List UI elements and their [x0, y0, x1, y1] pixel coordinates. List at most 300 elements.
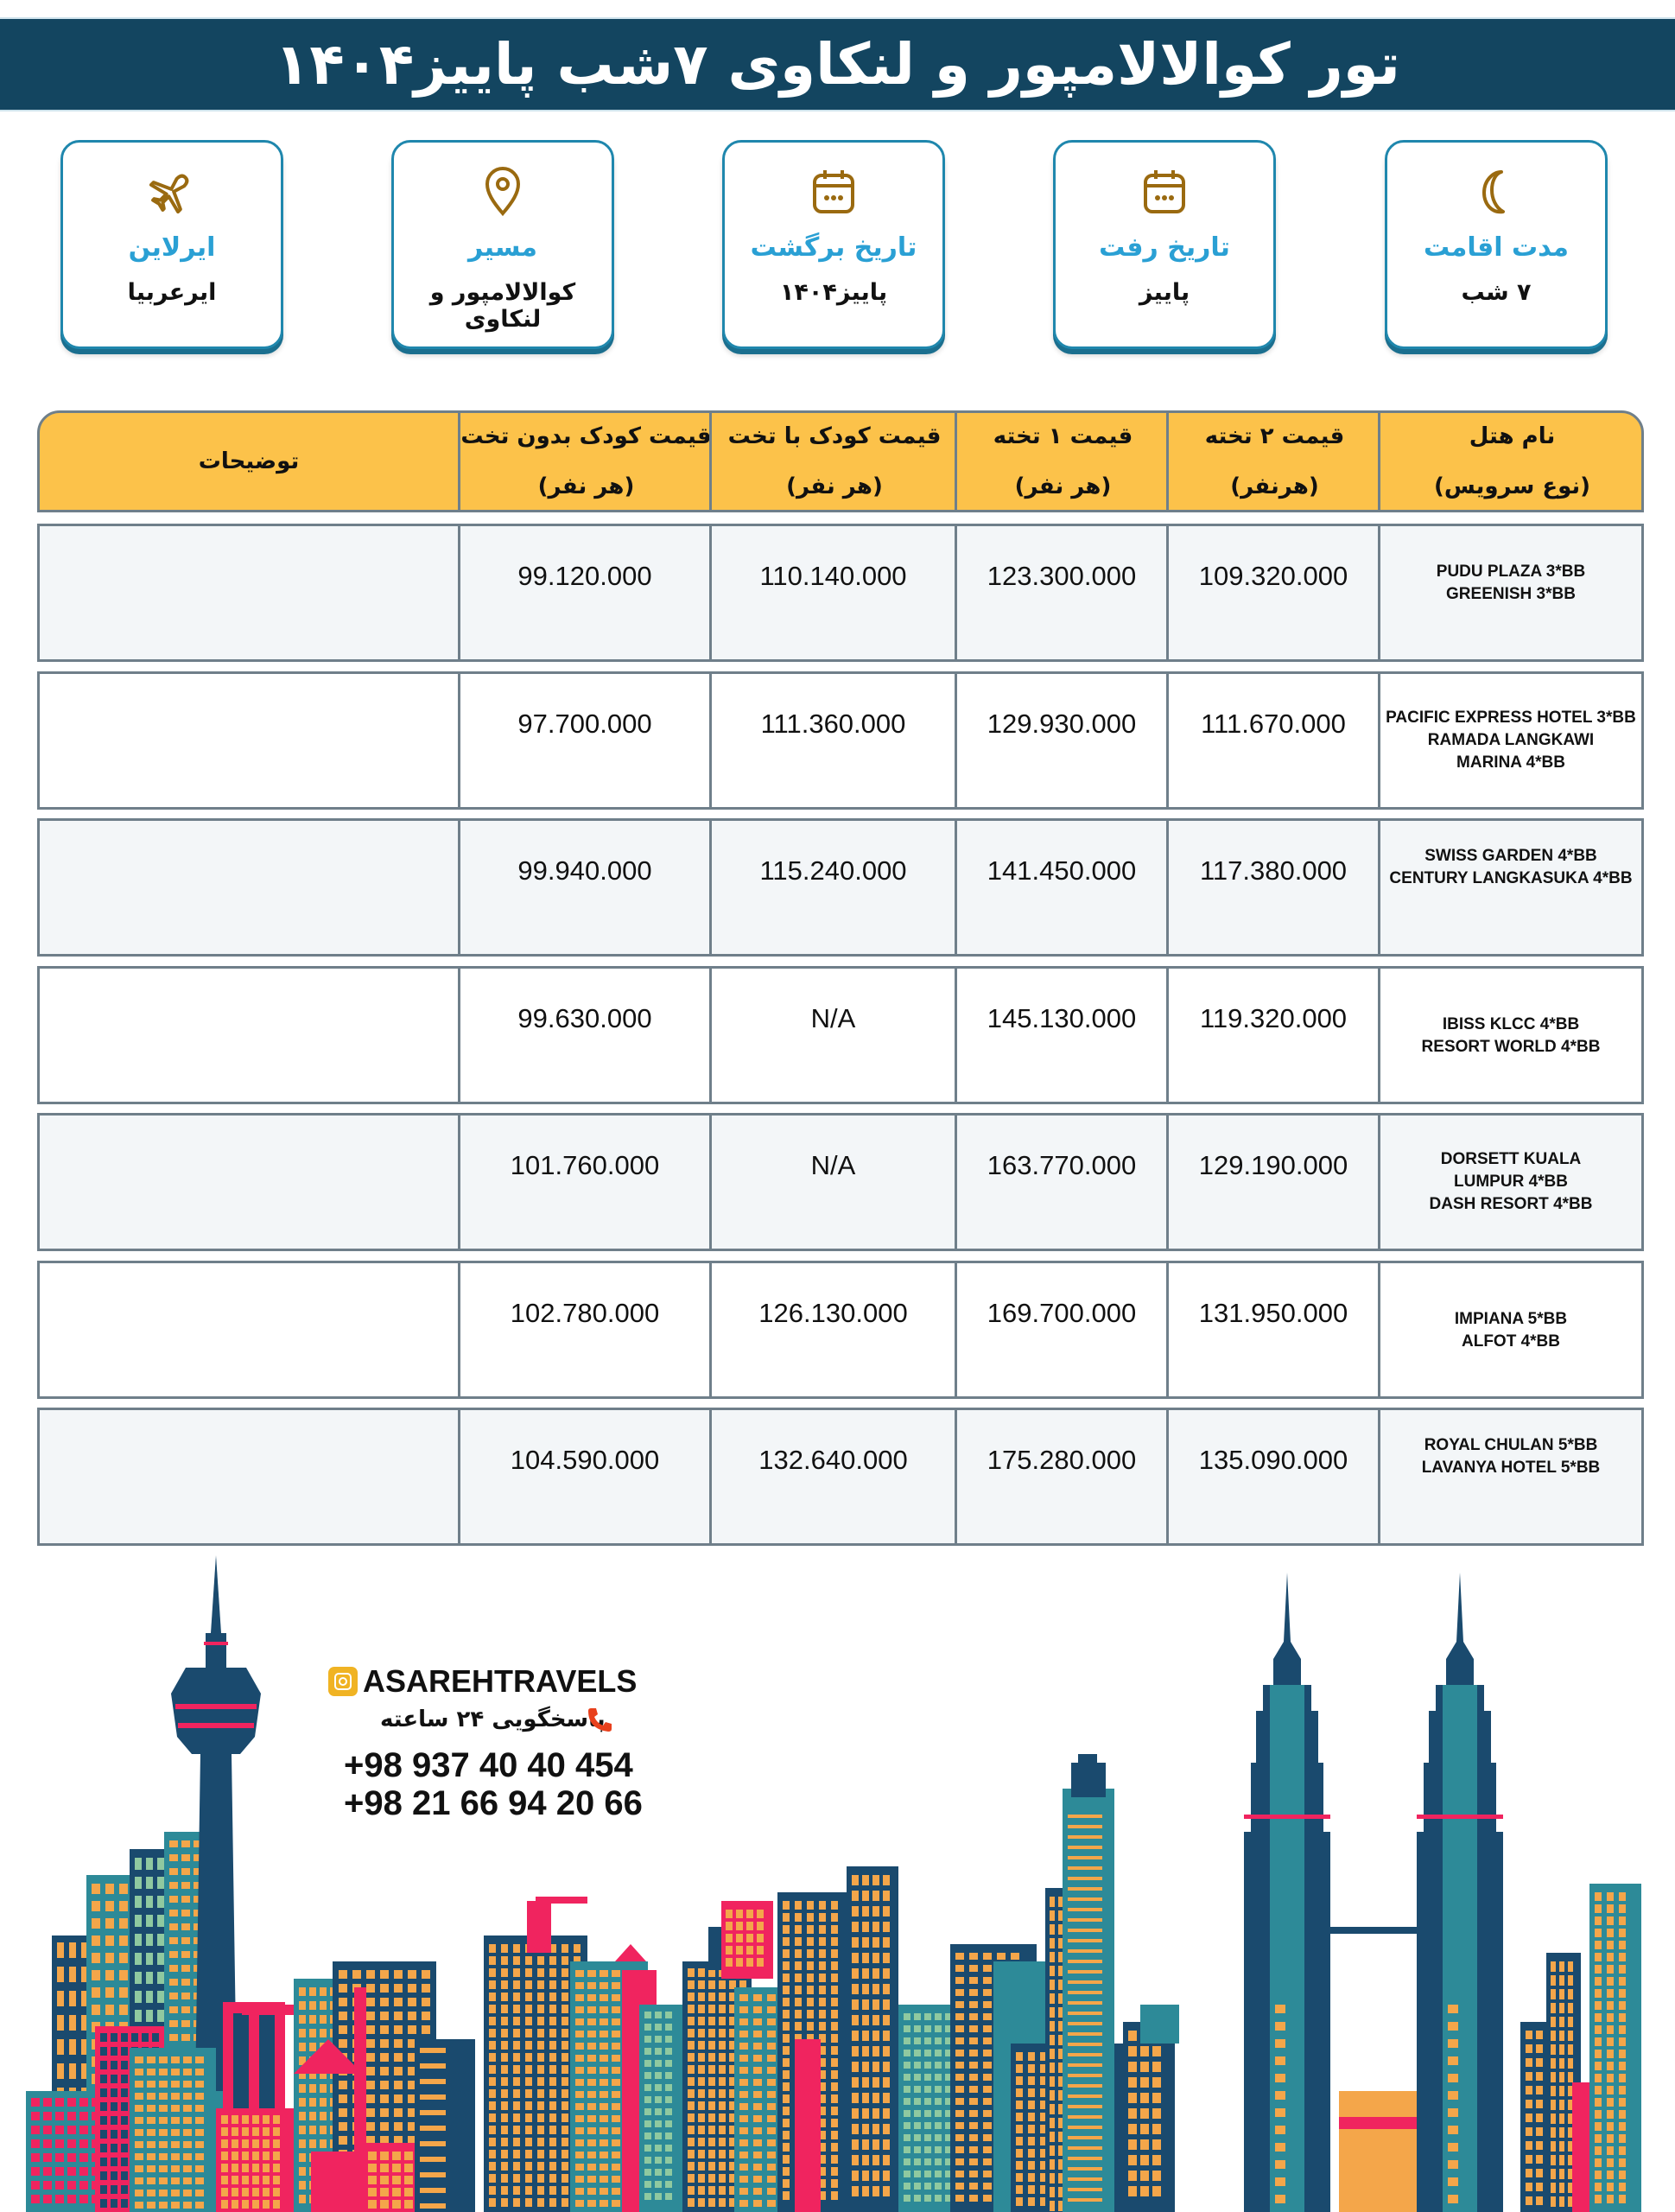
- window: [513, 2113, 520, 2122]
- window: [1016, 2052, 1023, 2061]
- window: [157, 1953, 164, 1965]
- window: [1448, 2091, 1458, 2100]
- info-card-route: [391, 140, 614, 349]
- window: [969, 1977, 978, 1984]
- window: [924, 2195, 931, 2202]
- window: [513, 2017, 520, 2025]
- window: [525, 2126, 532, 2134]
- window: [753, 2115, 762, 2122]
- window: [368, 2176, 377, 2184]
- window: [169, 1979, 178, 1986]
- window: [819, 2022, 826, 2031]
- window: [612, 2103, 620, 2110]
- window: [57, 2039, 64, 2055]
- cell-double: [1166, 1263, 1378, 1396]
- window: [1016, 2173, 1023, 2182]
- window: [1068, 1835, 1102, 1839]
- window: [171, 2153, 180, 2160]
- window: [422, 1998, 430, 2006]
- window: [1551, 2031, 1556, 2041]
- window: [392, 2176, 401, 2184]
- window: [1050, 2007, 1055, 2018]
- window: [420, 2048, 446, 2053]
- window: [665, 2024, 672, 2031]
- window: [420, 2094, 446, 2100]
- window: [1607, 2037, 1614, 2046]
- window: [404, 2152, 413, 2160]
- window: [1050, 2076, 1055, 2087]
- window: [1028, 2113, 1035, 2121]
- window: [739, 1994, 748, 2001]
- window: [983, 2074, 992, 2081]
- window: [537, 2089, 544, 2098]
- window: [157, 1991, 164, 2003]
- hotel-name-line: ROYAL CHULAN 5*BB: [1424, 1436, 1598, 1454]
- window: [69, 1942, 76, 1958]
- window: [955, 2195, 964, 2202]
- window: [111, 2075, 117, 2083]
- window: [924, 2062, 931, 2069]
- window: [562, 1944, 568, 1953]
- window: [119, 1987, 128, 1998]
- window: [904, 2183, 910, 2190]
- window: [299, 2043, 306, 2051]
- window: [1595, 1929, 1602, 1937]
- window: [171, 2117, 180, 2124]
- window: [31, 2181, 40, 2190]
- window: [644, 2072, 651, 2079]
- window: [1619, 1989, 1626, 1998]
- header-sublabel: (هر نفر): [786, 474, 883, 499]
- window: [872, 2171, 879, 2181]
- window: [1619, 2183, 1626, 2191]
- window: [688, 2162, 695, 2171]
- window: [183, 2177, 192, 2184]
- window: [1068, 1960, 1102, 1963]
- window: [1607, 2074, 1614, 2082]
- window: [299, 2181, 306, 2190]
- window: [1140, 2139, 1149, 2150]
- window: [420, 2188, 446, 2193]
- window: [753, 2164, 762, 2171]
- window: [665, 2181, 672, 2188]
- window: [121, 2116, 128, 2125]
- window: [1568, 2044, 1573, 2055]
- window: [501, 2005, 508, 2013]
- window: [807, 2022, 814, 2031]
- window: [883, 2062, 890, 2072]
- window: [969, 2098, 978, 2105]
- petronas-spire: [1446, 1573, 1474, 1685]
- window: [587, 2164, 596, 2171]
- window: [872, 1891, 879, 1901]
- window: [69, 2039, 76, 2055]
- window: [600, 2103, 608, 2110]
- window: [299, 1987, 306, 1996]
- window: [147, 2117, 155, 2124]
- window: [983, 2001, 992, 2008]
- window: [883, 1937, 890, 1948]
- petronas-stripe: [1244, 1815, 1330, 1819]
- window: [1448, 2195, 1458, 2203]
- window: [339, 1998, 347, 2006]
- window: [831, 2143, 838, 2152]
- window: [537, 2077, 544, 2086]
- window: [380, 2081, 389, 2089]
- window: [1028, 2137, 1035, 2145]
- card-value: ۷ شب: [1461, 279, 1532, 306]
- window: [935, 2013, 942, 2020]
- window: [501, 2029, 508, 2037]
- window: [380, 2122, 389, 2131]
- window: [513, 2005, 520, 2013]
- window: [1068, 2177, 1102, 2181]
- window: [1619, 1916, 1626, 1925]
- card-label: تاریخ برگشت: [750, 232, 917, 263]
- window: [159, 2117, 168, 2124]
- window: [924, 2146, 931, 2153]
- window: [525, 2089, 532, 2098]
- window: [69, 2063, 76, 2079]
- window: [852, 1968, 859, 1979]
- window: [181, 1965, 190, 1972]
- window: [422, 2025, 430, 2034]
- window: [380, 1984, 389, 1993]
- window: [983, 2171, 992, 2177]
- window: [719, 2174, 726, 2183]
- window: [1595, 2025, 1602, 2034]
- cell-notes: [40, 674, 458, 807]
- window: [195, 2129, 204, 2136]
- window: [562, 2065, 568, 2074]
- window: [169, 1854, 178, 1861]
- window: [753, 2176, 762, 2183]
- window: [273, 2152, 280, 2160]
- window: [955, 2001, 964, 2008]
- window: [135, 1858, 142, 1870]
- window: [688, 1968, 695, 1977]
- window: [525, 2198, 532, 2207]
- cell-double: [1166, 526, 1378, 659]
- window: [955, 1965, 964, 1972]
- window: [69, 2015, 76, 2031]
- window: [1595, 2086, 1602, 2094]
- phone-number-mobile[interactable]: +98 937 40 40 454: [344, 1746, 633, 1784]
- window: [767, 2018, 776, 2025]
- window: [736, 1910, 743, 1918]
- window: [1619, 2195, 1626, 2203]
- window: [1619, 1892, 1626, 1901]
- window: [183, 2093, 192, 2100]
- window: [575, 2127, 584, 2134]
- window: [655, 2084, 662, 2091]
- window: [79, 2098, 88, 2107]
- window: [1152, 2171, 1161, 2181]
- window: [169, 1965, 178, 1972]
- window: [549, 2029, 556, 2037]
- cell-hotel: [1378, 674, 1641, 807]
- window: [195, 2202, 204, 2209]
- phone-number-landline[interactable]: +98 21 66 94 20 66: [344, 1784, 643, 1822]
- window: [655, 2145, 662, 2152]
- window: [1140, 2155, 1149, 2165]
- window: [1559, 2058, 1564, 2069]
- window: [1559, 2003, 1564, 2013]
- window: [969, 1989, 978, 1996]
- window: [1068, 2001, 1102, 2005]
- window: [726, 1946, 733, 1955]
- header-child-no-bed: [458, 413, 712, 510]
- cell-single: [955, 821, 1166, 954]
- cell-child-no-bed: [458, 1410, 709, 1543]
- window: [135, 2177, 143, 2184]
- window: [1140, 2062, 1149, 2072]
- window: [394, 2053, 403, 2062]
- window: [612, 2018, 620, 2025]
- window: [1128, 2139, 1137, 2150]
- window: [1050, 1952, 1055, 1962]
- window: [146, 1877, 153, 1889]
- window: [1526, 2183, 1532, 2191]
- window: [644, 2036, 651, 2043]
- window: [1011, 1953, 1019, 1960]
- window: [31, 2139, 40, 2148]
- window: [489, 2053, 496, 2062]
- window: [171, 2141, 180, 2148]
- window: [688, 2174, 695, 2183]
- window: [739, 2200, 748, 2207]
- window: [159, 2202, 168, 2209]
- window: [309, 2084, 316, 2093]
- window: [862, 2015, 869, 2025]
- window: [171, 2056, 180, 2063]
- window: [111, 2171, 117, 2180]
- window: [1448, 2108, 1458, 2117]
- window: [969, 2171, 978, 2177]
- window: [719, 2077, 726, 2086]
- window: [368, 2188, 377, 2196]
- window: [1016, 2113, 1023, 2121]
- header-label: قیمت ۲ تخته: [1204, 423, 1345, 449]
- window: [404, 2164, 413, 2172]
- window: [1050, 2201, 1055, 2211]
- window: [757, 1910, 764, 1918]
- window: [501, 1993, 508, 2001]
- window: [1595, 1916, 1602, 1925]
- window: [320, 2112, 327, 2120]
- window: [736, 1922, 743, 1930]
- window: [366, 2053, 375, 2062]
- window: [171, 2081, 180, 2088]
- window: [92, 1970, 100, 1980]
- window: [783, 2058, 790, 2067]
- window: [600, 2043, 608, 2050]
- window: [1152, 2108, 1161, 2119]
- window: [969, 2110, 978, 2117]
- window: [1619, 2037, 1626, 2046]
- window: [872, 2077, 879, 2088]
- window: [1595, 2134, 1602, 2143]
- window: [1068, 2053, 1102, 2056]
- window: [1068, 1918, 1102, 1922]
- window: [852, 2124, 859, 2134]
- window: [380, 2039, 389, 2048]
- window: [1595, 2050, 1602, 2058]
- window: [1016, 2088, 1023, 2097]
- window: [852, 1922, 859, 1932]
- window: [969, 2146, 978, 2153]
- window: [612, 2139, 620, 2146]
- window: [380, 2176, 389, 2184]
- window: [339, 2012, 347, 2020]
- window: [171, 2177, 180, 2184]
- window: [1068, 1887, 1102, 1891]
- window: [719, 2029, 726, 2037]
- window: [819, 1901, 826, 1910]
- window: [708, 1993, 715, 2001]
- window: [1607, 2183, 1614, 2191]
- window: [904, 2074, 910, 2081]
- window: [904, 2146, 910, 2153]
- window: [831, 2191, 838, 2200]
- window: [489, 2138, 496, 2146]
- window: [1595, 2122, 1602, 2131]
- price-value: 97.700.000: [517, 708, 652, 739]
- window: [57, 2015, 64, 2031]
- price-value: 119.320.000: [1199, 1002, 1348, 1033]
- window: [121, 2075, 128, 2083]
- window: [1275, 2091, 1285, 2100]
- window: [489, 1944, 496, 1953]
- window: [655, 2048, 662, 2055]
- window: [719, 2138, 726, 2146]
- window: [1607, 1904, 1614, 1913]
- window: [883, 2139, 890, 2150]
- window: [935, 2037, 942, 2044]
- window: [1016, 2149, 1023, 2158]
- window: [1559, 1975, 1564, 1986]
- window: [904, 2086, 910, 2093]
- window: [299, 2126, 306, 2134]
- window: [1595, 1977, 1602, 1986]
- window: [242, 2139, 249, 2148]
- window: [708, 2113, 715, 2122]
- window: [169, 1937, 178, 1944]
- window: [489, 1968, 496, 1977]
- window: [263, 2176, 270, 2184]
- window: [525, 1980, 532, 1989]
- window: [404, 2200, 413, 2209]
- cell-hotel: [1378, 526, 1641, 659]
- window: [739, 2103, 748, 2110]
- window: [600, 2079, 608, 2086]
- window: [914, 2110, 921, 2117]
- window: [195, 2190, 204, 2196]
- window: [698, 1980, 705, 1989]
- window: [1128, 2046, 1137, 2056]
- window: [366, 2012, 375, 2020]
- window: [852, 2139, 859, 2150]
- window: [1607, 1892, 1614, 1901]
- window: [392, 2200, 401, 2209]
- window: [135, 1953, 142, 1965]
- window: [1595, 2158, 1602, 2167]
- hotel-name-line: RESORT WORLD 4*BB: [1421, 1037, 1601, 1056]
- window: [562, 2198, 568, 2207]
- window: [549, 2150, 556, 2158]
- cell-notes: [40, 969, 458, 1102]
- window: [862, 2155, 869, 2165]
- window: [380, 2025, 389, 2034]
- window: [525, 2150, 532, 2158]
- window: [183, 2141, 192, 2148]
- window: [549, 2089, 556, 2098]
- window: [43, 2112, 52, 2120]
- window: [862, 2077, 869, 2088]
- window: [159, 2081, 168, 2088]
- window: [1068, 2022, 1102, 2025]
- window: [831, 2167, 838, 2176]
- window: [43, 2195, 52, 2203]
- window: [955, 2013, 964, 2020]
- window: [831, 1901, 838, 1910]
- window: [831, 2070, 838, 2079]
- window: [783, 1986, 790, 1994]
- window: [1448, 2056, 1458, 2065]
- window: [698, 1968, 705, 1977]
- window: [394, 2081, 403, 2089]
- window: [688, 2126, 695, 2134]
- window: [263, 2200, 270, 2209]
- window: [299, 2195, 306, 2203]
- window: [655, 2193, 662, 2200]
- window: [1595, 1989, 1602, 1998]
- window: [79, 2126, 88, 2134]
- window: [688, 2101, 695, 2110]
- window: [299, 2029, 306, 2037]
- window: [513, 2041, 520, 2050]
- window: [575, 2043, 584, 2050]
- window: [969, 2013, 978, 2020]
- window: [263, 2139, 270, 2148]
- cell-child-no-bed: [458, 1263, 709, 1396]
- window: [753, 2067, 762, 2074]
- window: [883, 2093, 890, 2103]
- window: [983, 2146, 992, 2153]
- window: [1275, 2005, 1285, 2013]
- window: [420, 2063, 446, 2069]
- window: [862, 2171, 869, 2181]
- window: [852, 2093, 859, 2103]
- window: [955, 2025, 964, 2032]
- window: [309, 2112, 316, 2120]
- window: [135, 2010, 142, 2022]
- window: [549, 2065, 556, 2074]
- window: [513, 2174, 520, 2183]
- window: [1619, 2062, 1626, 2070]
- table-row: [37, 1408, 1644, 1546]
- window: [513, 1993, 520, 2001]
- window: [587, 2176, 596, 2183]
- window: [767, 2103, 776, 2110]
- window: [181, 1910, 190, 1916]
- window: [562, 2005, 568, 2013]
- window: [914, 2195, 921, 2202]
- window: [1619, 2086, 1626, 2094]
- window: [655, 2096, 662, 2103]
- window: [1128, 2186, 1137, 2196]
- window: [513, 2053, 520, 2062]
